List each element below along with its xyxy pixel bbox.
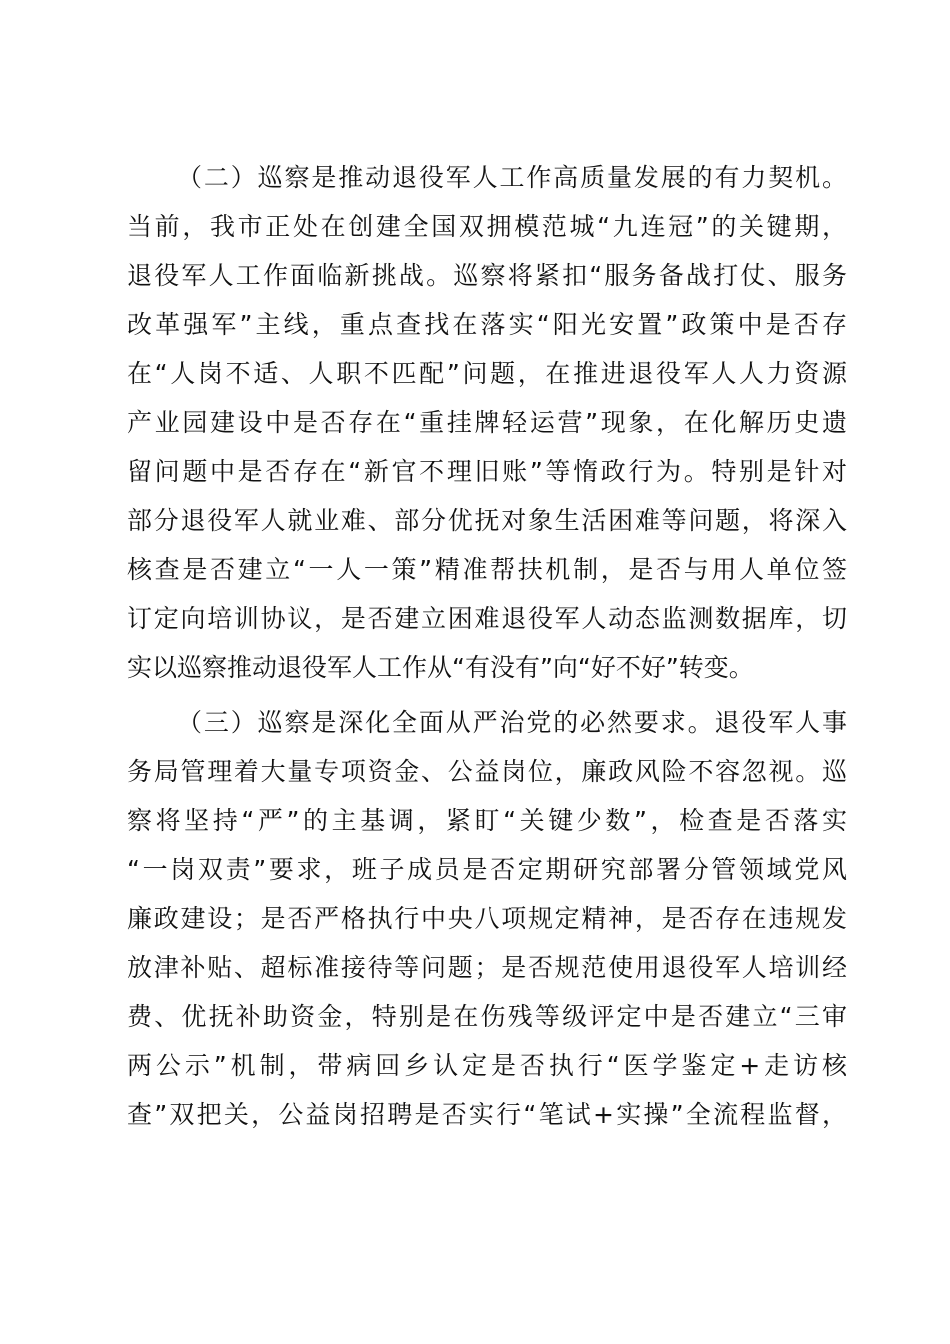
paragraph-line: （三）巡察是深化全面从严治党的必然要求。退役军人事 bbox=[177, 708, 847, 737]
paragraph-line: 改革强军”主线，重点查找在落实“阳光安置”政策中是否存 bbox=[127, 310, 847, 339]
paragraph-line: 在“人岗不适、人职不匹配”问题，在推进退役军人人力资源 bbox=[127, 359, 847, 388]
paragraph-line: 产业园建设中是否存在“重挂牌轻运营”现象，在化解历史遗 bbox=[127, 408, 847, 437]
paragraph-line: 两公示”机制，带病回乡认定是否执行“医学鉴定+走访核 bbox=[127, 1051, 847, 1080]
paragraph-line: 核查是否建立“一人一策”精准帮扶机制，是否与用人单位签 bbox=[127, 555, 847, 584]
paragraph-line: （二）巡察是推动退役军人工作高质量发展的有力契机。 bbox=[177, 163, 847, 192]
paragraph-line: 查”双把关，公益岗招聘是否实行“笔试+实操”全流程监督， bbox=[127, 1100, 847, 1129]
paragraph-line: 订定向培训协议，是否建立困难退役军人动态监测数据库，切 bbox=[127, 604, 847, 633]
paragraph-line: 当前，我市正处在创建全国双拥模范城“九连冠”的关键期， bbox=[127, 212, 847, 241]
paragraph-line: 部分退役军人就业难、部分优抚对象生活困难等问题，将深入 bbox=[127, 506, 847, 535]
paragraph-line: 实以巡察推动退役军人工作从“有没有”向“好不好”转变。 bbox=[127, 653, 754, 682]
paragraph-line: 退役军人工作面临新挑战。巡察将紧扣“服务备战打仗、服务 bbox=[127, 261, 847, 290]
paragraph-line: 务局管理着大量专项资金、公益岗位，廉政风险不容忽视。巡 bbox=[127, 757, 847, 786]
paragraph-line: 留问题中是否存在“新官不理旧账”等惰政行为。特别是针对 bbox=[127, 457, 847, 486]
paragraph-line: 费、优抚补助资金，特别是在伤残等级评定中是否建立“三审 bbox=[127, 1002, 847, 1031]
paragraph-line: 放津补贴、超标准接待等问题；是否规范使用退役军人培训经 bbox=[127, 953, 847, 982]
paragraph-line: “一岗双责”要求，班子成员是否定期研究部署分管领域党风 bbox=[127, 855, 847, 884]
paragraph-line: 廉政建设；是否严格执行中央八项规定精神，是否存在违规发 bbox=[127, 904, 847, 933]
paragraph-line: 察将坚持“严”的主基调，紧盯“关键少数”，检查是否落实 bbox=[127, 806, 847, 835]
